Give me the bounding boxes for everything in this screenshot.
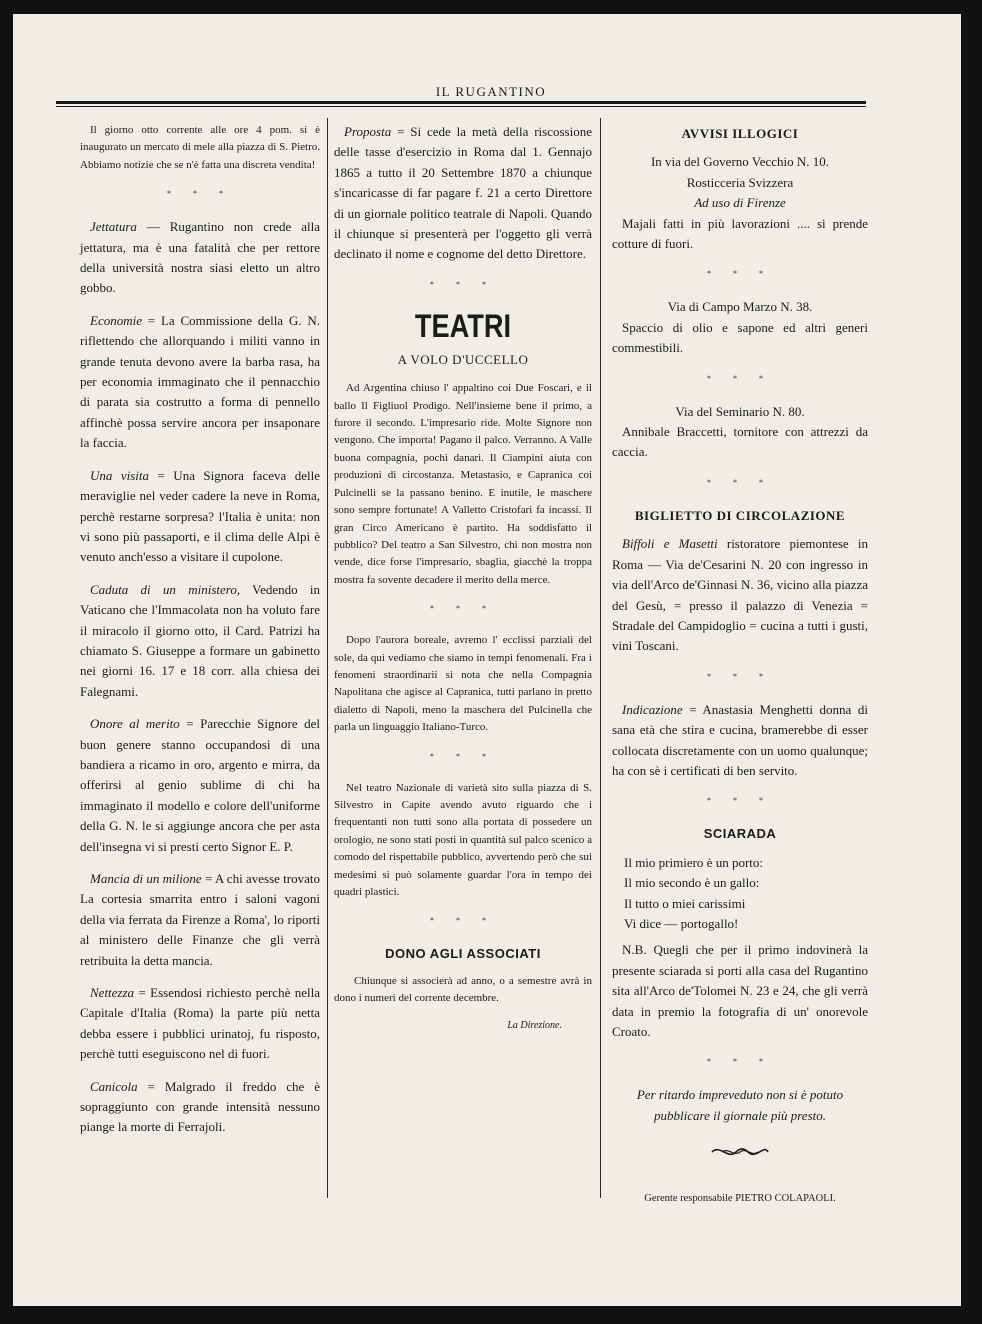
biglietto-paragraph xyxy=(612,534,868,656)
news-item xyxy=(80,311,320,454)
separator-stars: * * * xyxy=(707,477,773,487)
avviso-address: Via di Campo Marzo N. 38. xyxy=(667,299,813,315)
separator-stars: * * * xyxy=(430,604,496,614)
verse-line: Vi dice — portogallo! xyxy=(624,915,739,931)
column-divider-left xyxy=(327,118,328,1198)
sciarada-verse xyxy=(612,853,868,935)
separator-stars: * * * xyxy=(707,1057,773,1067)
avviso-line: Ad uso di Firenze xyxy=(694,195,786,211)
news-item-text: Vedendo in Vaticano che l'Immacolata non ha voluto fare il miracolo il giorno otto, il Card. Patrizi ha chiamato S. Giuseppe a formare un gabinetto nei giorni 16. 17 e 18 corr. alla chiesa dei Falegnami. xyxy=(80,581,320,699)
dono-signature: La Direzione. xyxy=(507,1019,562,1031)
biglietto-text: ristoratore piemontese in Roma — Via de'Cesarini N. 20 con ingresso in via dell'Arco de'Ginnasi N. 36, vicino alla piazza del Gesù, = presso il palazzo di Venezia = Stradale del Campidoglio = cucina a tutti i gusti, vini Toscani. xyxy=(612,536,869,654)
news-item-text: = Una Signora faceva delle meraviglie nel veder cadere la neve in Roma, perchè restarne sorpresa? l'Italia è unita: non vi sono più passaporti, e il clima delle Alpi è venuto anch'esso a visitare il cupolone. xyxy=(80,467,320,565)
proposta-text: = Si cede la metà della riscossione delle tasse d'esercizio in Roma dal 1. Gennajo 1865 a tutto il 20 Settembre 1870 a chiunque s'incaricasse di far pagare f. 21 a certo Direttore di un giornale politico teatrale di Napoli. Quando il chiunque si presenterà per l'oggetto gli verrà declinato il nome e cognome del detto Direttore. xyxy=(334,124,592,262)
separator-stars: * * * xyxy=(707,373,773,383)
column-2 xyxy=(334,122,592,1036)
dono-paragraph: Chiunque si associerà ad anno, o a semestre avrà in dono i numeri del corrente decembre. xyxy=(334,974,592,1005)
biglietto-head: Biffoli e Masetti xyxy=(622,536,718,552)
biglietto-title: BIGLIETTO DI CIRCOLAZIONE xyxy=(634,507,846,523)
masthead-rule-thick xyxy=(56,101,866,104)
news-item-text: = La Commissione della G. N. riflettendo che allorquando i militi vanno in grande tenuta devono avere la barba rasa, ha per economia immaginato che il pennacchio di parata sia costrutto a forma di pennello affinchè possa servire ancora per insaponare la faccia. xyxy=(80,312,320,451)
news-item-head: Canicola xyxy=(90,1078,138,1094)
separator-stars: * * * xyxy=(430,751,496,761)
verse-line: Il mio primiero è un porto: xyxy=(624,854,764,870)
ritardo-notice: Per ritardo impreveduto non si è potuto pubblicare il giornale più presto. xyxy=(636,1087,844,1123)
verse-line: Il mio secondo è un gallo: xyxy=(624,875,760,891)
avviso-address: Via del Seminario N. 80. xyxy=(675,403,805,419)
nb-paragraph: N.B. Quegli che per il primo indovinerà la presente sciarada si porti alla casa del Rugantino sita all'Arco de'Tolomei N. 23 e 24, che gli verrà data in premio la fotografia di un' onorevole Croato. xyxy=(612,942,868,1039)
column-1 xyxy=(80,122,320,1150)
verse-line: Il tutto o miei carissimi xyxy=(624,895,746,911)
nazionale-paragraph: Nel teatro Nazionale di varietà sito sulla piazza di S. Silvestro in Capite avendo avuto riguardo che i frequentanti non tutti sono alla portata di possedere un orologio, ne sono stati posti in quantità sul palco scenico a comodo del rispettabile pubblico, avvertendo però che sui medesimi si può solamente guardar l'ora in tempo dei quadri plastici. xyxy=(334,781,592,898)
news-item-head: Una visita xyxy=(90,467,150,483)
gerente-line: Gerente responsabile PIETRO COLAPAOLI. xyxy=(644,1192,836,1204)
news-item xyxy=(80,466,320,568)
proposta-head: Proposta xyxy=(344,124,392,139)
avviso-address: In via del Governo Vecchio N. 10. xyxy=(650,154,830,170)
news-item-head: Jettatura xyxy=(90,219,137,235)
avviso-line: Spaccio di olio e sapone ed altri generi commestibili. xyxy=(612,319,868,356)
masthead-title: IL RUGANTINO xyxy=(435,84,547,99)
news-item xyxy=(80,1077,320,1138)
separator-stars: * * * xyxy=(167,189,233,199)
news-item-head: Nettezza xyxy=(90,985,135,1001)
indicazione-head: Indicazione xyxy=(622,701,683,717)
aurora-paragraph: Dopo l'aurora boreale, avremo l' ecclissi parziali del sole, da qui vediamo che siamo in tempi fenomenali. Fra i fenomeni straordinarii si nota che nella Compagnia Napolitana che agisce al Capranica, tutti parlano in pretto dialetto di Napoli, meno la maschera del Pulcinella che parla un linguaggio Italiano-Turco. xyxy=(334,634,592,734)
teatri-paragraph: Ad Argentina chiuso l' appaltino coi Due Foscari, e il ballo Il Figliuol Prodigo. Nell'insieme bene il primo, a furore il secondo. L'impresario ride. Molte Signore non vengono. Che importa! Pagano il palco. Verranno. A Valle buona compagnia, pochi danari. Il Ciampini aiuta con produzioni di circostanza. Metastasio, e Capranica coi Pulcinelli se la passano benino. E inutile, le maschere sono sempre fortunate! A Valletto Cristofari fa incassi. Il gran Circo Americano è partito. Ha soddisfatto il pubblico? Del teatro a San Silvestro, chi non mostra non vende, dice forse l'impresario, sbaglia, giacchè la troppa mostra fa sovente decadere il merito della merce. xyxy=(334,382,592,586)
news-item-head: Mancia di un milione xyxy=(90,871,202,886)
intro-paragraph: Il giorno otto corrente alle ore 4 pom. si è inaugurato un mercato di mele alla piazza di S. Pietro. Abbiamo notizie che se n'è fatta una discreta vendita! xyxy=(80,124,320,171)
news-item-head: Caduta di un ministero, xyxy=(90,581,241,597)
column-3 xyxy=(612,122,868,1209)
teatri-subtitle: A VOLO D'UCCELLO xyxy=(397,351,529,367)
news-item xyxy=(80,869,320,971)
separator-stars: * * * xyxy=(707,269,773,279)
news-item xyxy=(80,580,320,702)
dono-title: DONO AGLI ASSOCIATI xyxy=(385,946,541,962)
news-item-text: = A chi avesse trovato La cortesia smarrita entro i saloni vagoni della via ferrata da Firenze a Roma', lo riporti al ministero delle Finanze che gli verrà retribuita la detta mancia. xyxy=(80,871,320,968)
sciarada-title: SCIARADA xyxy=(703,826,777,842)
ornament-icon xyxy=(612,1144,868,1166)
news-item-head: Onore al merito xyxy=(90,716,180,732)
news-item xyxy=(80,714,320,857)
news-item-text: = Essendosi richiesto perchè nella Capitale d'Italia (Roma) la parte più netta debba essere i pubblici urinatoj, fu risposto, perchè tutti eseguiscono nel di fuori. xyxy=(80,985,320,1062)
indicazione-text: = Anastasia Menghetti donna di sana età che stira e cucina, bramerebbe di esser collocata discretamente con un uomo qualunque; ha con sè i certificati di ben servito. xyxy=(612,701,868,778)
news-item-text: — Rugantino non crede alla jettatura, ma è una fatalità che per rettore della università nostra siasi eletto un altro gobbo. xyxy=(80,219,320,296)
avviso-line: Majali fatti in più lavorazioni .... si prende cotture di fuori. xyxy=(612,215,868,252)
proposta-paragraph xyxy=(334,122,592,265)
separator-stars: * * * xyxy=(707,671,773,681)
separator-stars: * * * xyxy=(430,916,496,926)
news-item xyxy=(80,983,320,1065)
column-divider-right xyxy=(600,118,601,1198)
masthead-rule-thin xyxy=(56,106,866,107)
separator-stars: * * * xyxy=(707,796,773,806)
indicazione-paragraph xyxy=(612,700,868,782)
avvisi-title: AVVISI ILLOGICI xyxy=(681,126,799,141)
separator-stars: * * * xyxy=(430,279,496,289)
avviso-line: Rosticceria Svizzera xyxy=(686,174,794,190)
news-item xyxy=(80,217,320,299)
teatri-title: TEATRI xyxy=(414,307,512,344)
news-item-text: = Parecchie Signore del buon genere stanno occupandosi di una bandiera a ricamo in oro, argento e mirra, da offerirsi al genio sublime di chi ha immaginato il modello e colore dell'uniforme della G. N. le si aggiunge ancora che per asta dell'insegna vi si presti certo Signor E. P. xyxy=(80,716,320,854)
news-item-head: Economie xyxy=(90,312,142,328)
news-item-text: = Malgrado il freddo che è sopraggiunto con grande intensità nessuno piange la morte di Ferrajoli. xyxy=(80,1078,320,1135)
avviso-line: Annibale Braccetti, tornitore con attrezzi da caccia. xyxy=(612,424,868,460)
